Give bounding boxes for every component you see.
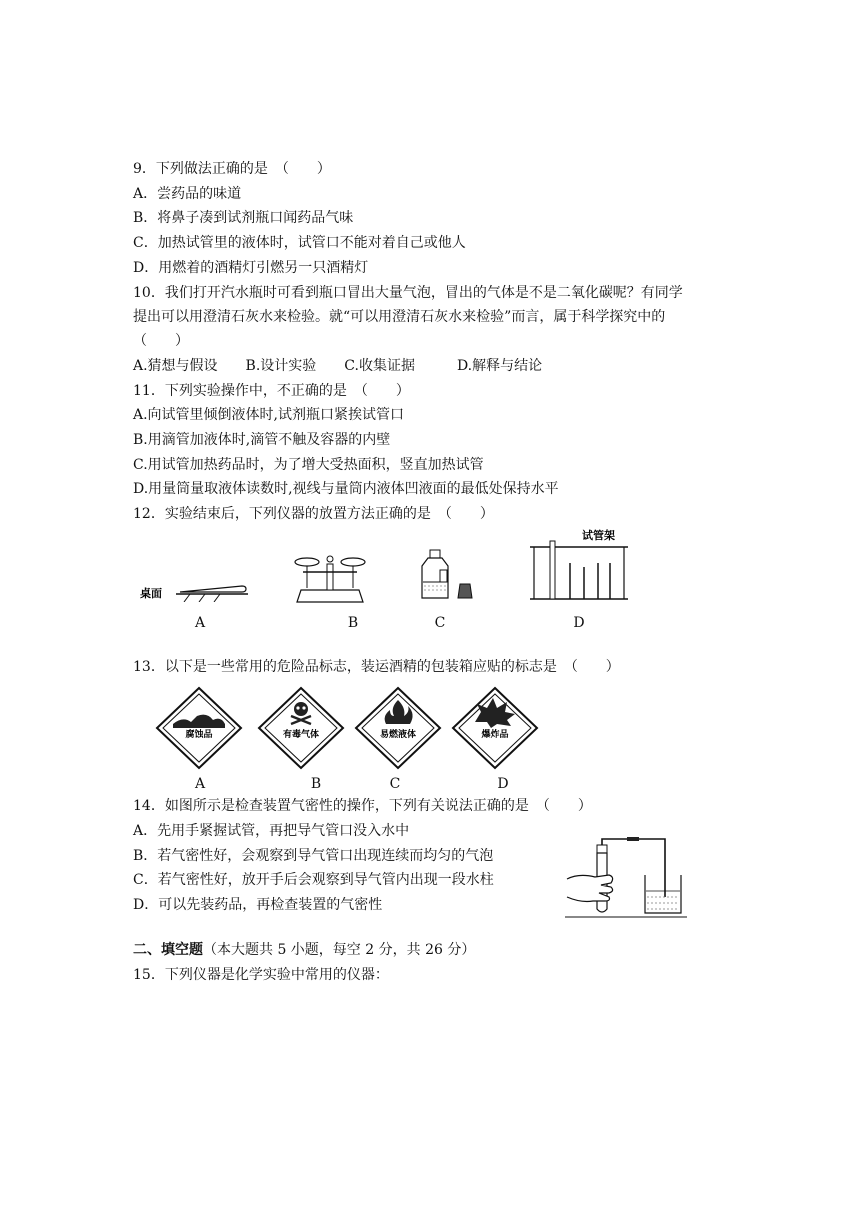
svg-text:爆炸品: 爆炸品 [481,730,509,740]
q11-option-d: D.用量筒量取液体读数时,视线与量筒内液体凹液面的最低处保持水平 [133,481,559,497]
q12-figure-c-reagent-bottle [418,548,476,600]
q9-stem: 9．下列做法正确的是 （ ） [133,161,331,177]
hazard-sign-toxic-gas-icon [257,686,345,770]
q14-option-d: D．可以先装药品，再检查装置的气密性 [133,897,383,913]
q14-option-c: C．若气密性好，放开手后会观察到导气管内出现一段水柱 [133,872,494,888]
q11-option-a: A.向试管里倾倒液体时,试剂瓶口紧挨试管口 [133,407,405,423]
q12-label-c: C [434,615,446,631]
section2-header [133,940,475,960]
q12-stem: 12．实验结束后，下列仪器的放置方法正确的是 （ ） [133,506,494,522]
q9-option-d: D．用燃着的酒精灯引燃另一只酒精灯 [133,260,369,276]
q9-option-c: C．加热试管里的液体时，试管口不能对着自己或他人 [133,235,466,251]
svg-text:腐蚀品: 腐蚀品 [185,730,213,740]
q14-figure-airtightness-check [565,835,687,919]
q12-label-d: D [573,615,585,631]
q14-option-a: A．先用手紧握试管，再把导气管口没入水中 [133,823,410,839]
q13-stem: 13．以下是一些常用的危险品标志，装运酒精的包装箱应贴的标志是 （ ） [133,659,620,675]
section2-title: 二、填空题 [133,942,203,958]
q13-label-b: B [310,776,322,792]
q12-figure-d-tube-rack [526,527,632,602]
q13-label-d: D [497,776,509,792]
svg-text:有毒气体: 有毒气体 [282,730,320,740]
q14-stem: 14．如图所示是检查装置气密性的操作，下列有关说法正确的是 （ ） [133,798,592,814]
rack-label: 试管架 [582,529,615,542]
q9-option-b: B．将鼻子凑到试剂瓶口闻药品气味 [133,210,354,226]
svg-text:易燃液体: 易燃液体 [379,730,417,740]
q9-option-a: A．尝药品的味道 [133,186,242,202]
q10-options: A.猜想与假设 B.设计实验 C.收集证据 D.解释与结论 [133,358,543,374]
q11-option-b: B.用滴管加液体时,滴管不触及容器的内壁 [133,432,391,448]
q12-label-a: A [194,615,206,631]
q11-stem: 11．下列实验操作中，不正确的是 （ ） [133,383,410,399]
q13-label-c: C [389,776,401,792]
q12-label-b: B [347,615,359,631]
q14-option-b: B．若气密性好，会观察到导气管口出现连续而均匀的气泡 [133,848,494,864]
hazard-sign-explosive-icon [451,686,539,770]
q12-figure-b-balance [289,550,371,604]
q10-stem-line3: （ ） [133,333,189,349]
hazard-sign-corrosive-icon [155,686,243,770]
section2-note: （本大题共 5 小题，每空 2 分，共 26 分） [203,942,476,958]
q15-stem: 15．下列仪器是化学实验中常用的仪器： [133,967,389,983]
desk-label: 桌面 [140,587,162,600]
hazard-sign-flammable-liquid-icon [354,686,442,770]
q10-stem-line2: 提出可以用澄清石灰水来检验。就“可以用澄清石灰水来检验”而言，属于科学探究中的 [133,309,666,325]
q10-stem-line1: 10．我们打开汽水瓶时可看到瓶口冒出大量气泡，冒出的气体是不是二氧化碳呢？有同学 [133,285,683,301]
q11-option-c: C.用试管加热药品时，为了增大受热面积，竖直加热试管 [133,457,484,473]
q13-label-a: A [194,776,206,792]
q12-figure-a-tube-on-desk [140,570,255,602]
